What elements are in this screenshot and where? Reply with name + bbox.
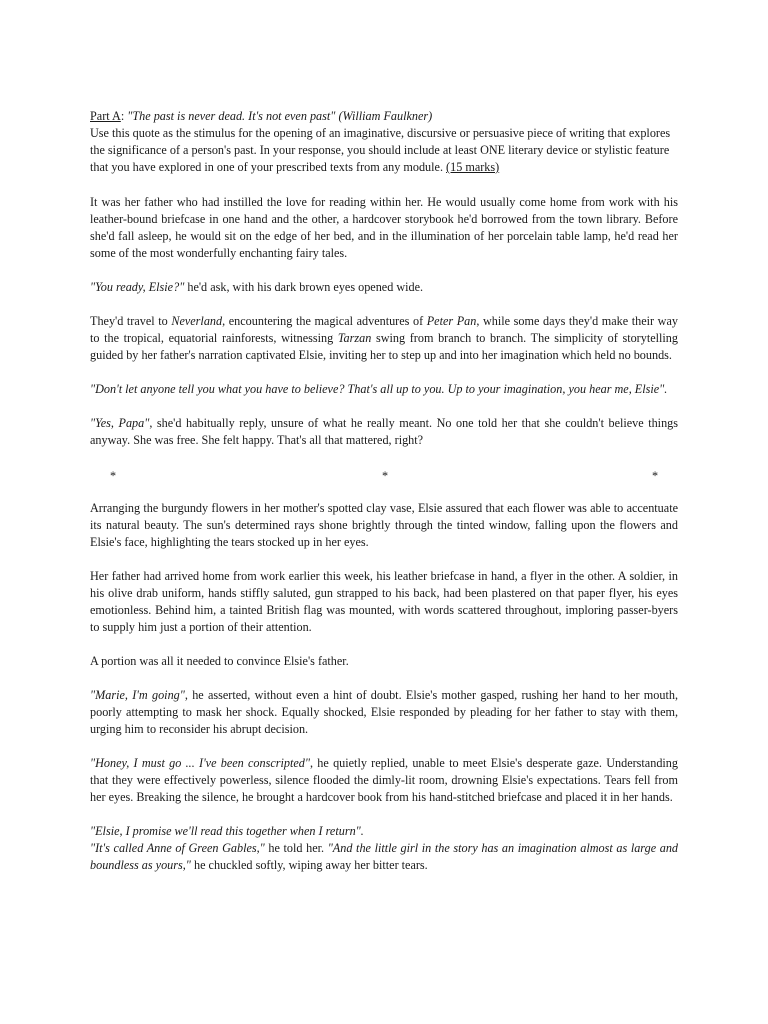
narration: he'd ask, with his dark brown eyes opened wide. [184,280,424,294]
dialogue: "Honey, I must go ... I've been conscripted" [90,756,310,770]
marks-label: (15 marks) [446,160,500,174]
paragraph-3 [90,313,678,364]
section-break-star: * [652,469,659,483]
narration: swing from branch to branch. The simplicity of storytelling guided by her father's narration captivated Elsie, inviting her to step up and into her imagination which held no bounds. [90,331,678,362]
stimulus-quote: "The past is never dead. It's not even past" (William Faulkner) [124,109,433,123]
part-label: Part A [90,109,121,123]
paragraph-12 [90,840,678,874]
paragraph-2 [90,279,678,296]
question-header [90,108,678,176]
narration: , encountering the magical adventures of [222,314,427,328]
dialogue: "Elsie, I promise we'll read this together when I return". [90,824,364,838]
narration: he chuckled softly, wiping away her bitter tears. [190,858,428,872]
dialogue: "And the little girl in the story has an imagination almost as large and boundless as yours," [90,841,679,872]
narration: , he quietly replied, unable to meet Elsie's desperate gaze. Understanding that they were effectively powerless, silence flooded the dimly-lit room, drowning Elsie's expectations. Tears fell from her eyes. Breaking the silence, he brought a hardcover book from his hand-stitched briefcase and placed it in her hands. [90,756,678,804]
question-title [90,108,678,125]
dialogue: "Yes, Papa" [90,416,150,430]
narration: , he asserted, without even a hint of doubt. Elsie's mother gasped, rushing her hand to her mouth, poorly attempting to mask her shock. Equally shocked, Elsie responded by pleading for her father to stay with them, urging him to reconsider his abrupt decision. [90,688,678,736]
section-break-star: * [110,469,117,483]
dialogue: "Don't let anyone tell you what you have to believe? That's all up to you. Up to your imagination, you hear me, Elsie". [90,382,668,396]
paragraph-5 [90,415,678,449]
narration: , she'd habitually reply, unsure of what he really meant. No one told her that she couldn't believe things anyway. She was free. She felt happy. That's all that mattered, right? [90,416,678,447]
instructions-text: Use this quote as the stimulus for the opening of an imaginative, discursive or persuasive piece of writing that explores the significance of a person's past. In your response, you should include at least ONE literary device or stylistic feature that you have explored in one of your prescribed texts from any module. [90,126,671,174]
section-break [90,466,678,483]
paragraph-1: It was her father who had instilled the love for reading within her. He would usually come home from work with his leather-bound briefcase in one hand and the other, a hardcover storybook he'd borrowed from the town library. Before she'd fall asleep, he would sit on the edge of her bed, and in the illumination of her porcelain table lamp, he'd read her some of the most wonderfully enchanting fairy tales. [90,195,678,260]
paragraph-9 [90,687,678,738]
part-colon: : [120,109,125,123]
paragraph-4 [90,381,678,398]
dialogue: "You ready, Elsie?" [90,280,185,294]
dialogue: "It's called Anne of Green Gables," [90,841,265,855]
paragraph-11 [90,823,678,840]
paragraph-10 [90,755,678,806]
narration: They'd travel to [90,314,172,328]
narration: he told her. [264,841,328,855]
dialogue: "Marie, I'm going" [90,688,185,702]
essay-content [90,108,678,891]
paragraph-8: A portion was all it needed to convince Elsie's father. [90,654,349,668]
title-neverland: Neverland [171,314,223,328]
paragraph-6: Arranging the burgundy flowers in her mother's spotted clay vase, Elsie assured that each flower was able to accentuate its natural beauty. The sun's determined rays shone brightly through the tinted window, falling upon the flowers and Elsie's face, highlighting the tears stocked up in her eyes. [90,501,678,549]
title-peter-pan: Peter Pan [426,314,477,328]
paragraph-7: Her father had arrived home from work earlier this week, his leather briefcase in hand, a flyer in the other. A soldier, in his olive drab uniform, hands stiffly saluted, gun strapped to his back, had been plastered on that paper flyer, his eyes emotionless. Behind him, a tainted British flag was mounted, with words scattered throughout, imploring passer-byers to supply him just a portion of their attention. [90,569,678,634]
question-instructions [90,125,678,176]
narration: , while some days they'd make their way to the tropical, equatorial rainforests, witnessing [90,314,678,345]
title-tarzan: Tarzan [337,331,372,345]
section-break-star: * [382,469,389,483]
